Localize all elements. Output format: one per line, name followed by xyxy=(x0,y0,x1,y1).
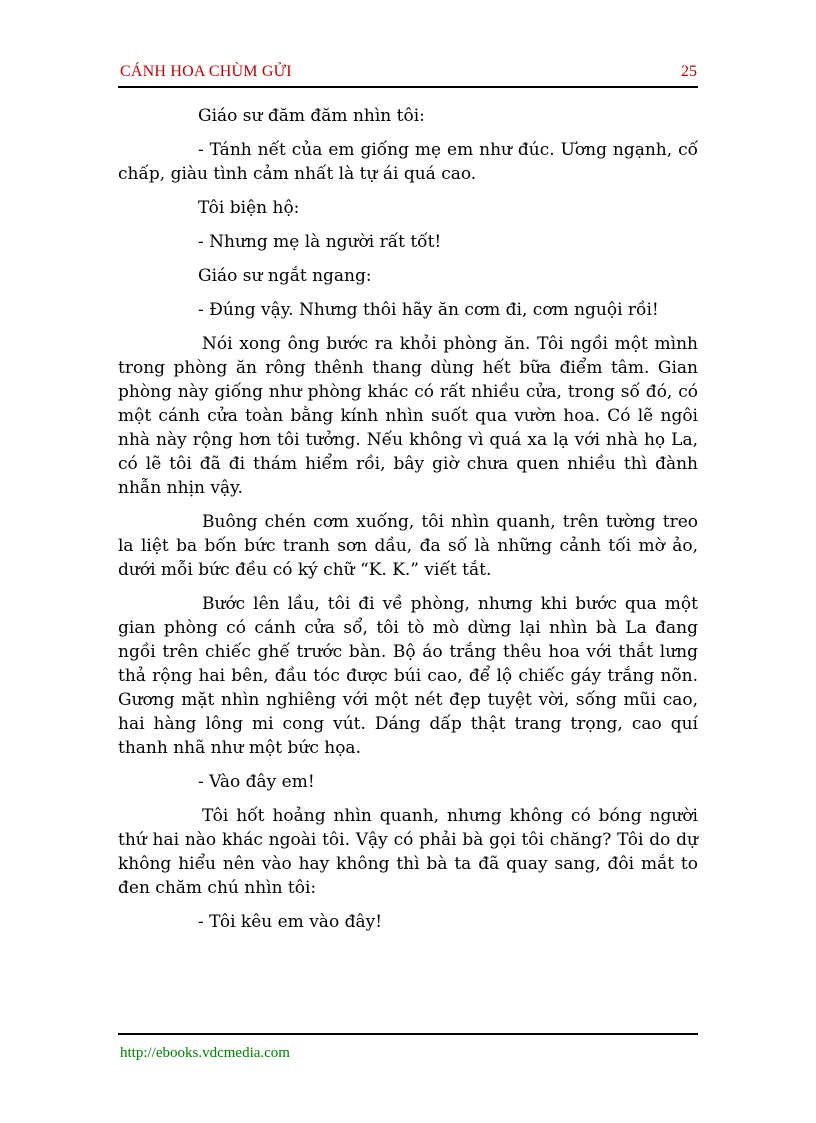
paragraph: - Đúng vậy. Nhưng thôi hãy ăn cơm đi, cơm nguội rồi! xyxy=(198,300,659,320)
paragraph: Giáo sư ngắt ngang: xyxy=(198,266,372,286)
footer-rule xyxy=(118,1033,698,1035)
paragraph: Tôi hốt hoảng nhìn quanh, nhưng không có bóng người thứ hai nào khác ngoài tôi. Vậy có phải bà gọi tôi chăng? Tôi do dự không hiểu nên vào hay không thì bà ta đã quay sang, đôi mắt to đen chăm chú nhìn tôi: xyxy=(118,806,698,898)
page-number: 25 xyxy=(681,63,697,80)
footer-link[interactable]: http://ebooks.vdcmedia.com xyxy=(120,1045,290,1061)
paragraph: - Nhưng mẹ là người rất tốt! xyxy=(198,232,442,252)
page-body xyxy=(118,104,698,944)
paragraph: Bước lên lầu, tôi đi về phòng, nhưng khi bước qua một gian phòng có cánh cửa sổ, tôi tò mò dừng lại nhìn bà La đang ngồi trên chiếc ghế trước bàn. Bộ áo trắng thêu hoa với thắt lưng thả rộng hai bên, đầu tóc được búi cao, để lộ chiếc gáy trắng nõn. Gương mặt nhìn nghiêng với một nét đẹp tuyệt vời, sống mũi cao, hai hàng lông mi cong vút. Dáng dấp thật trang trọng, cao quí thanh nhã như một bức họa. xyxy=(118,594,698,758)
paragraph: Nói xong ông bước ra khỏi phòng ăn. Tôi ngồi một mình trong phòng ăn rông thênh thang dùng hết bữa điểm tâm. Gian phòng này giống như phòng khác có rất nhiều cửa, trong số đó, có một cánh cửa toàn bằng kính nhìn suốt qua vườn hoa. Có lẽ ngôi nhà này rộng hơn tôi tưởng. Nếu không vì quá xa lạ với nhà họ La, có lẽ tôi đã đi thám hiểm rồi, bây giờ chưa quen nhiều thì đành nhẫn nhịn vậy. xyxy=(118,334,698,498)
running-header-title: CÁNH HOA CHÙM GỬI xyxy=(120,63,292,80)
paragraph: Buông chén cơm xuống, tôi nhìn quanh, trên tường treo la liệt ba bốn bức tranh sơn dầu, đa số là những cảnh tối mờ ảo, dưới mỗi bức đều có ký chữ “K. K.” viết tắt. xyxy=(118,512,698,580)
paragraph: Giáo sư đăm đăm nhìn tôi: xyxy=(198,106,425,126)
paragraph: - Tôi kêu em vào đây! xyxy=(198,912,383,932)
paragraph: Tôi biện hộ: xyxy=(198,198,300,218)
paragraph: - Vào đây em! xyxy=(198,772,315,792)
paragraph: - Tánh nết của em giống mẹ em như đúc. Ương ngạnh, cố chấp, giàu tình cảm nhất là tự ái quá cao. xyxy=(118,140,698,184)
header-rule xyxy=(118,86,698,88)
